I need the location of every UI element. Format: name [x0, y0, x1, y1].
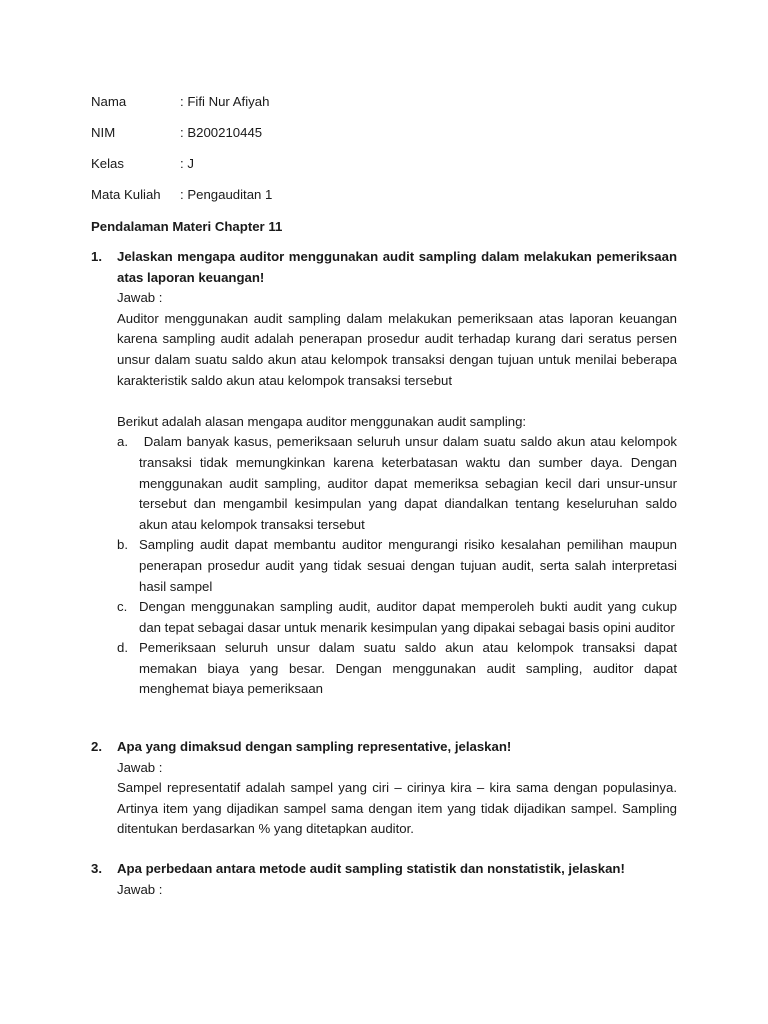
answer-label: Jawab :: [117, 290, 163, 306]
question-number: 2.: [91, 739, 102, 754]
header-row-kelas: [91, 154, 194, 175]
question-3: [91, 859, 677, 900]
question-2: [91, 737, 677, 840]
list-marker: d.: [117, 640, 128, 656]
header-value: : J: [180, 156, 194, 171]
question-text: Apa yang dimaksud dengan sampling representative, jelaskan!: [117, 739, 512, 754]
list-marker: b.: [117, 537, 128, 553]
answer-label: Jawab :: [117, 759, 163, 775]
header-value: : B200210445: [180, 125, 263, 140]
list-item-text: Pemeriksaan seluruh unsur dalam suatu saldo akun atau kelompok transaksi dapat memakan biaya yang besar. Dengan menggunakan audit sampling, auditor dapat menghemat biaya pemeriksaan: [139, 640, 677, 697]
header-label: Nama: [91, 94, 127, 109]
header-row-nim: [91, 123, 262, 144]
list-item: [117, 432, 681, 535]
header-row-nama: [91, 92, 269, 113]
question-text: Apa perbedaan antara metode audit sampling statistik dan nonstatistik, jelaskan!: [117, 861, 625, 876]
question-text: Jelaskan mengapa auditor menggunakan audit sampling dalam melakukan pemeriksaan atas laporan keuangan!: [117, 249, 677, 285]
answer-text: Auditor menggunakan audit sampling dalam melakukan pemeriksaan atas laporan keuangan karena sampling audit adalah penerapan prosedur audit terhadap kurang dari seratus persen unsur dalam suatu saldo akun atau kelompok transaksi dengan tujuan untuk menilai beberapa karakteristik saldo akun atau kelompok transaksi tersebut: [117, 310, 677, 388]
header-row-mata-kuliah: [91, 185, 272, 206]
list-marker: c.: [117, 599, 128, 615]
list-marker: a.: [117, 434, 128, 450]
section-heading: Pendalaman Materi Chapter 11: [91, 219, 283, 234]
answer-text: Sampel representatif adalah sampel yang ciri – cirinya kira – kira sama dengan populasinya. Artinya item yang dijadikan sampel sama dengan item yang tidak dijadikan sampel. Sampling ditentukan berdasarkan % yang ditetapkan auditor.: [117, 780, 677, 837]
header-label: NIM: [91, 125, 116, 140]
answer-intro: Berikut adalah alasan mengapa auditor menggunakan audit sampling:: [117, 413, 527, 429]
question-number: 1.: [91, 249, 102, 264]
list-item-text: Dengan menggunakan sampling audit, auditor dapat memperoleh bukti audit yang cukup dan tepat sebagai dasar untuk menarik kesimpulan yang dipakai sebagai basis opini auditor: [139, 599, 677, 635]
reason-list: [117, 432, 681, 700]
header-value: : Fifi Nur Afiyah: [180, 94, 270, 109]
question-number: 3.: [91, 861, 102, 876]
list-item: [117, 597, 677, 638]
header-label: Kelas: [91, 156, 124, 171]
header-label: Mata Kuliah: [91, 187, 161, 202]
question-1: [91, 247, 681, 700]
answer-label: Jawab :: [117, 881, 163, 897]
list-item-text: Sampling audit dapat membantu auditor mengurangi risiko kesalahan pemilihan maupun penerapan prosedur audit yang tidak sesuai dengan tujuan audit, serta salah interpretasi hasil sampel: [139, 537, 677, 594]
header-value: : Pengauditan 1: [180, 187, 273, 202]
list-item-text: Dalam banyak kasus, pemeriksaan seluruh unsur dalam suatu saldo akun atau kelompok transaksi tidak memungkinkan karena keterbatasan waktu dan sumber daya. Dengan menggunakan audit sampling, auditor dapat memeriksa sebagian kecil dari unsur-unsur tersebut dan mengambil kesimpulan yang dapat diandalkan tentang keseluruhan saldo akun atau kelompok transaksi tersebut: [139, 434, 681, 532]
list-item: [117, 638, 677, 700]
list-item: [117, 535, 677, 597]
